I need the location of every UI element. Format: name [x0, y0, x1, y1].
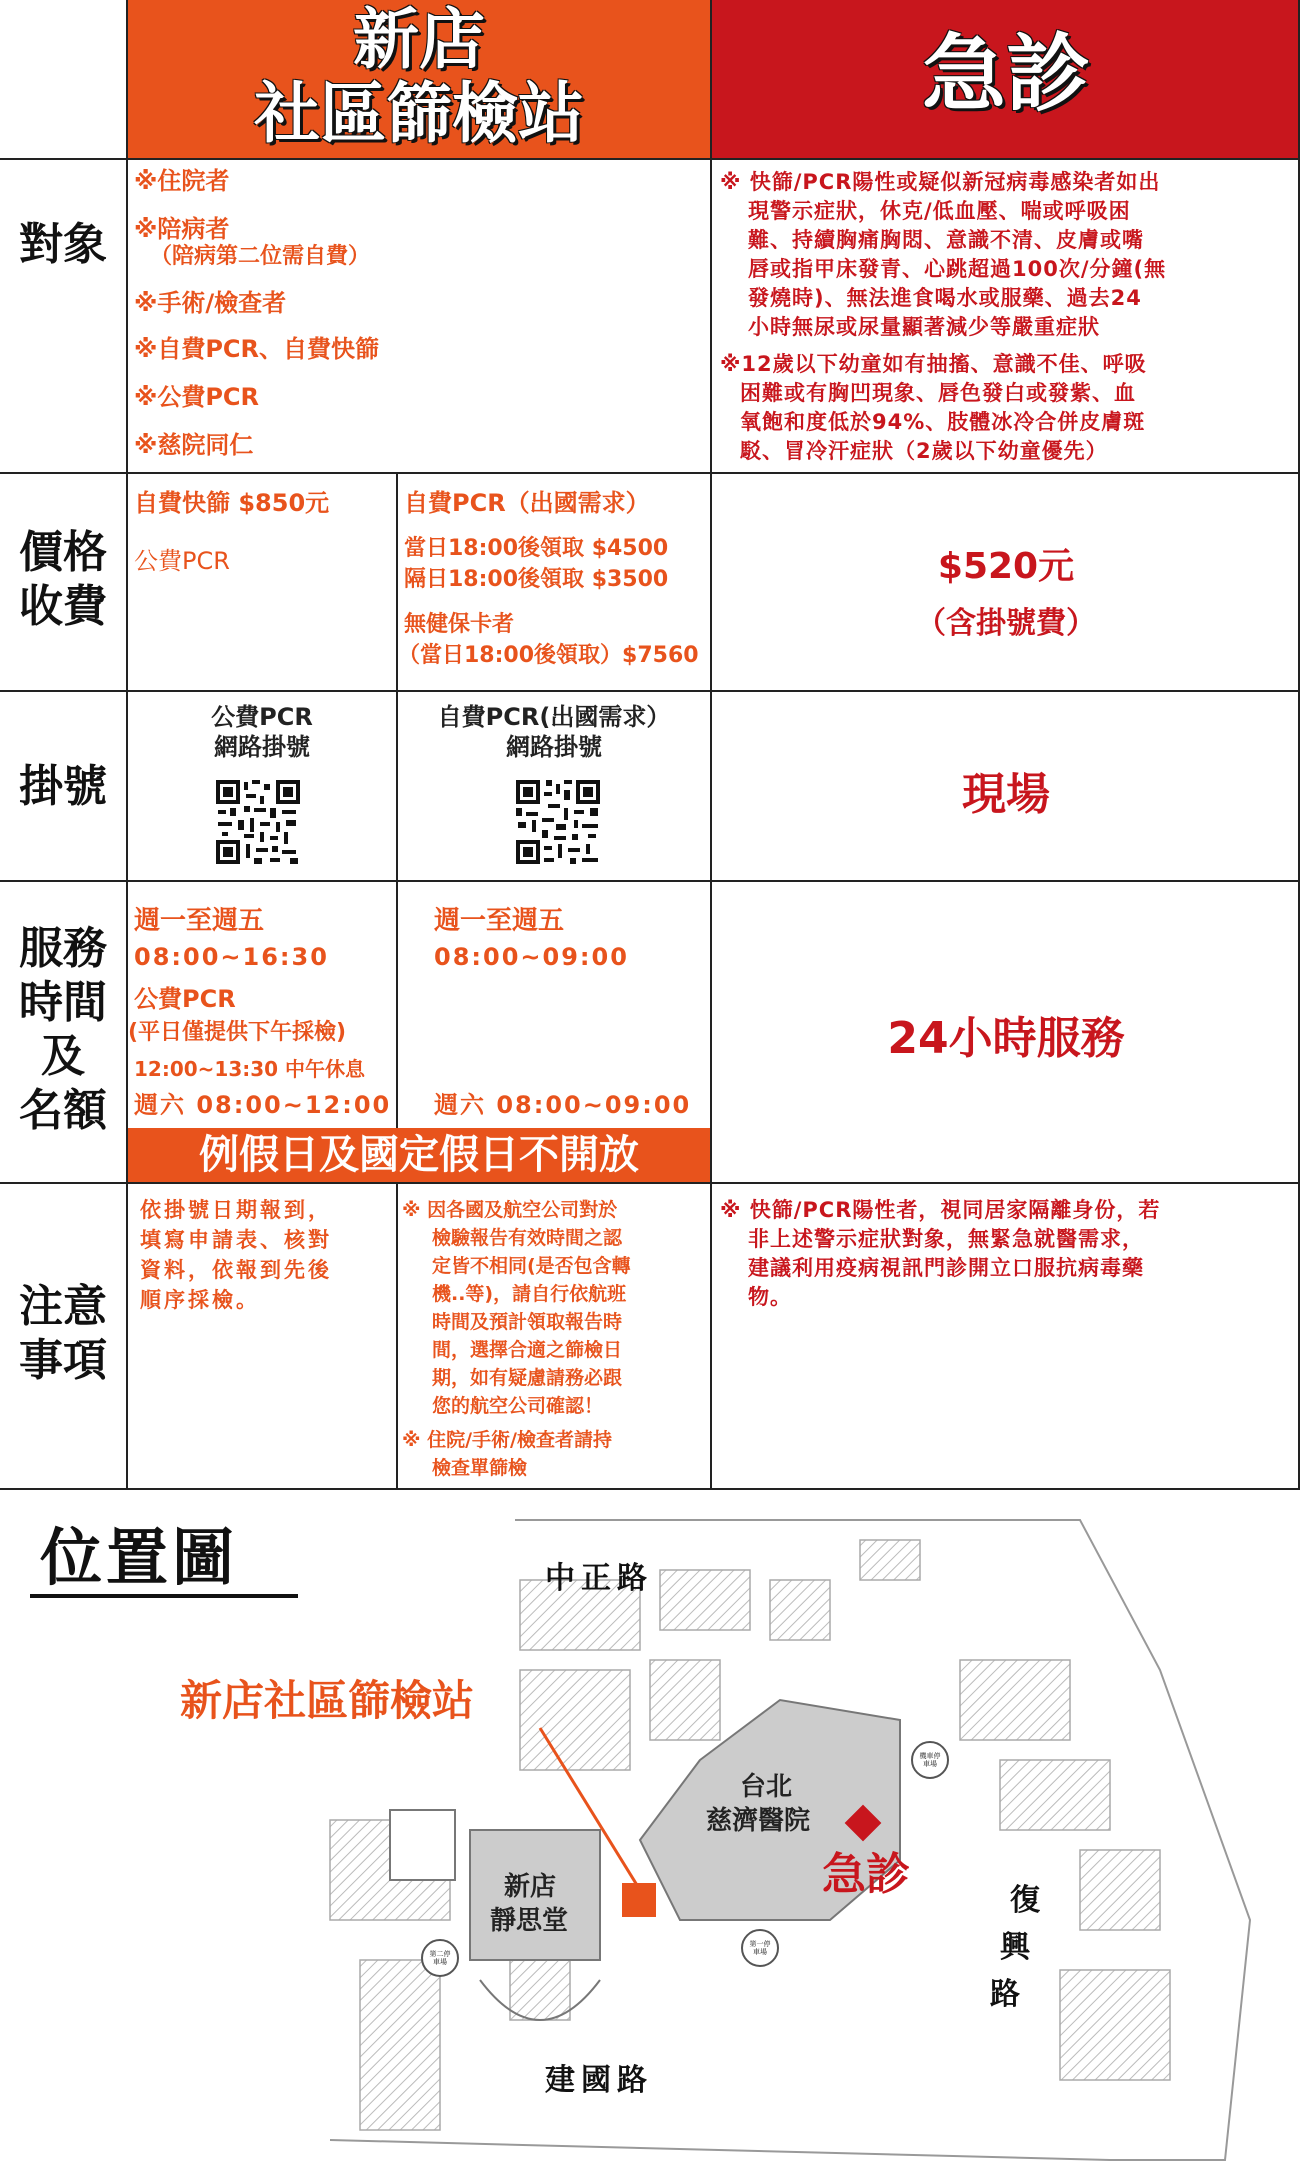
notes-pcr: 間，選擇合適之篩檢日 — [432, 1339, 623, 1361]
emergency-criteria: ※ 快篩/PCR陽性或疑似新冠病毒感染者如出 — [720, 170, 1161, 194]
closed-banner: 例假日及國定假日不開放 — [199, 1132, 639, 1178]
map-road-right-2: 興 — [1000, 1930, 1036, 1965]
map-parking-1: 機車停車場 — [919, 1752, 941, 1768]
notes-station: 依掛號日期報到， — [140, 1198, 332, 1222]
emergency-criteria: ※12歲以下幼童如有抽搐、意識不佳、呼吸 — [720, 352, 1147, 376]
map-hospital-line1: 台北 — [740, 1772, 793, 1802]
header-station-line1: 新店 — [353, 1, 485, 78]
service-station-saturday: 週六 08:00~12:00 — [134, 1091, 392, 1119]
notes-station: 填寫申請表、核對 — [140, 1228, 332, 1252]
price-pcr-nocard: 無健保卡者 — [404, 612, 515, 637]
row-divider — [0, 1182, 1300, 1184]
service-station-weekday-hours: 08:00~16:30 — [134, 943, 329, 971]
service-pcr-saturday: 週六 08:00~09:00 — [434, 1091, 692, 1119]
service-station-public-pcr: 公費PCR — [134, 985, 236, 1013]
emergency-criteria: 現警示症狀，休克/低血壓、喘或呼吸困 — [748, 199, 1131, 223]
map-parking-3: 第一停車場 — [749, 1940, 771, 1956]
map-road-right-3: 路 — [990, 1977, 1026, 2012]
service-pcr-weekday-hours: 08:00~09:00 — [434, 943, 629, 971]
map-road-top: 中正路 — [545, 1561, 653, 1596]
emergency-criteria: 發燒時)、無法進食喝水或服藥、過去24 — [748, 286, 1142, 310]
register-self-pcr-online: 網路掛號 — [506, 733, 602, 761]
service-station-lunch: 12:00~13:30 中午休息 — [134, 1057, 366, 1081]
emergency-price-note: （含掛號費） — [916, 606, 1096, 641]
map-hall-line1: 新店 — [504, 1872, 557, 1902]
row-label-service-3: 及 — [41, 1031, 85, 1082]
emergency-price: $520元 — [937, 546, 1075, 587]
target-item: ※陪病者 — [134, 215, 230, 243]
header-station-line2: 社區篩檢站 — [254, 75, 584, 152]
map-hospital-line2: 慈濟醫院 — [706, 1806, 811, 1836]
emergency-service: 24小時服務 — [887, 1013, 1125, 1064]
map-hall-line2: 靜思堂 — [490, 1906, 569, 1936]
map-parking-2: 第二停車場 — [429, 1950, 451, 1966]
row-divider — [0, 1488, 1300, 1490]
map-emergency-label: 急診 — [822, 1849, 910, 1900]
row-label-target: 對象 — [19, 219, 107, 270]
notes-pcr: 時間及預計領取報告時 — [432, 1311, 623, 1333]
emergency-criteria: 氧飽和度低於94%、肢體冰冷合併皮膚斑 — [740, 410, 1146, 434]
notes-pcr: 期，如有疑慮請務必跟 — [432, 1367, 623, 1389]
target-item: ※自費PCR、自費快篩 — [134, 335, 380, 363]
price-pcr-nextday: 隔日18:00後領取 $3500 — [404, 567, 669, 592]
price-pcr-title: 自費PCR（出國需求） — [404, 489, 650, 517]
target-item-note: （陪病第二位需自費） — [150, 244, 371, 269]
map-station-label: 新店社區篩檢站 — [180, 1676, 475, 1725]
target-item: ※手術/檢查者 — [134, 289, 287, 317]
qr-code-self-pcr[interactable] — [514, 778, 602, 866]
row-label-register: 掛號 — [19, 761, 107, 812]
emergency-criteria: 小時無尿或尿量顯著減少等嚴重症狀 — [748, 315, 1100, 339]
row-divider — [0, 880, 1300, 882]
header-emergency-title: 急診 — [921, 25, 1090, 123]
register-public-pcr-online: 網路掛號 — [214, 733, 310, 761]
notes-emergency: ※ 快篩/PCR陽性者，視同居家隔離身份，若 — [720, 1198, 1161, 1222]
register-self-pcr: 自費PCR(出國需求） — [437, 703, 671, 731]
row-divider — [0, 158, 1300, 160]
service-station-public-pcr-note: (平日僅提供下午採檢) — [128, 1020, 347, 1045]
col-divider — [710, 0, 712, 1490]
emergency-criteria: 困難或有胸凹現象、唇色發白或發紫、血 — [740, 381, 1136, 405]
service-pcr-weekday: 週一至週五 — [434, 906, 565, 936]
emergency-criteria: 唇或指甲床發青、心跳超過100次/分鐘(無 — [748, 257, 1167, 281]
notes-pcr: ※ 因各國及航空公司對於 — [402, 1199, 618, 1221]
emergency-criteria: 駁、冒冷汗症狀（2歲以下幼童優先） — [740, 439, 1108, 463]
row-divider — [0, 472, 1300, 474]
map-road-right-1: 復 — [1010, 1883, 1046, 1918]
map-title: 位置圖 — [40, 1521, 239, 1594]
row-label-service-2: 時間 — [19, 977, 107, 1028]
notes-pcr: 檢驗報告有效時間之認 — [432, 1227, 623, 1249]
qr-code-public-pcr[interactable] — [214, 778, 302, 866]
notes-emergency: 非上述警示症狀對象，無緊急就醫需求， — [748, 1227, 1144, 1251]
notes-emergency: 物。 — [748, 1285, 792, 1309]
row-divider — [0, 690, 1300, 692]
notes-pcr: 機..等)，請自行依航班 — [432, 1283, 627, 1305]
target-item: ※公費PCR — [134, 383, 260, 411]
service-station-weekday: 週一至週五 — [134, 906, 265, 936]
emergency-criteria: 難、持續胸痛胸悶、意識不清、皮膚或嘴 — [748, 228, 1144, 252]
row-label-service-4: 名額 — [19, 1085, 107, 1136]
row-label-price-1: 價格 — [19, 527, 107, 578]
row-label-service-1: 服務 — [19, 923, 107, 974]
price-rapid-test: 自費快篩 $850元 — [134, 489, 330, 517]
register-public-pcr: 公費PCR — [211, 703, 313, 731]
emergency-register: 現場 — [962, 769, 1050, 820]
target-item: ※慈院同仁 — [134, 431, 254, 459]
notes-pcr: 定皆不相同(是否包含轉 — [432, 1255, 631, 1277]
target-item: ※住院者 — [134, 167, 230, 195]
price-pcr-nocard-detail: （當日18:00後領取）$7560 — [398, 643, 699, 668]
notes-emergency: 建議利用疫病視訊門診開立口服抗病毒藥 — [748, 1256, 1144, 1280]
notes-pcr: 檢查單篩檢 — [432, 1457, 528, 1479]
row-label-notes-1: 注意 — [19, 1281, 107, 1332]
price-public-pcr: 公費PCR — [134, 547, 230, 575]
notes-pcr: ※ 住院/手術/檢查者請持 — [402, 1429, 612, 1451]
price-pcr-sameday: 當日18:00後領取 $4500 — [404, 536, 669, 561]
map-road-bottom: 建國路 — [545, 2063, 653, 2098]
notes-station: 資料，依報到先後 — [140, 1258, 332, 1282]
notes-station: 順序採檢。 — [140, 1288, 260, 1312]
row-label-notes-2: 事項 — [19, 1335, 107, 1386]
row-label-price-2: 收費 — [19, 581, 107, 632]
notes-pcr: 您的航空公司確認！ — [432, 1395, 604, 1417]
